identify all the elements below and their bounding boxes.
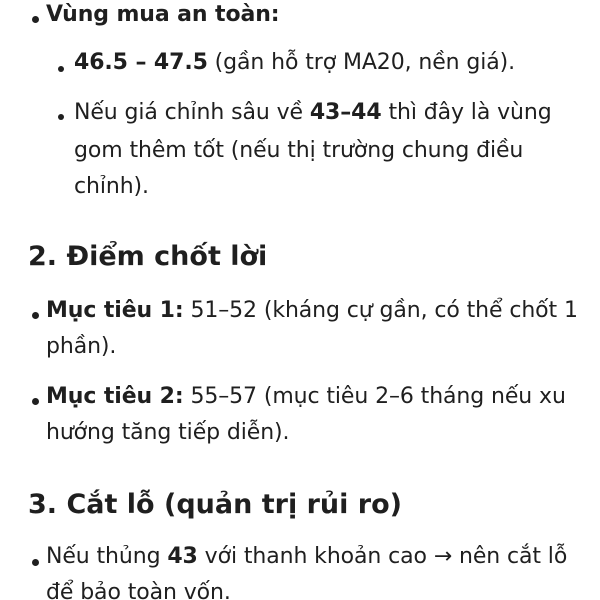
section-heading-safe-zone: Vùng mua an toàn:	[46, 2, 280, 27]
deep-correction-item: Nếu giá chỉnh sâu về 43–44 thì đây là vùng	[74, 100, 552, 125]
stop-loss-item-line2: để bảo toàn vốn.	[46, 580, 231, 600]
target-1-item-line2: phần).	[46, 334, 117, 359]
bullet-dot	[32, 559, 39, 566]
sub-bullet-dot	[58, 114, 64, 120]
deep-correction-item-line3: chỉnh).	[74, 174, 149, 199]
section-heading-stop-loss: 3. Cắt lỗ (quản trị rủi ro)	[28, 489, 402, 520]
sub-bullet-dot	[58, 66, 64, 72]
target-2-item: Mục tiêu 2: 55–57 (mục tiêu 2–6 tháng nếu xu	[46, 384, 566, 409]
deep-correction-item-line2: gom thêm tốt (nếu thị trường chung điều	[74, 138, 524, 163]
bullet-dot	[32, 312, 39, 319]
section-heading-take-profit: 2. Điểm chốt lời	[28, 241, 268, 272]
buy-zone-item: 46.5 – 47.5 (gần hỗ trợ MA20, nền giá).	[74, 50, 516, 75]
stop-loss-item: Nếu thủng 43 với thanh khoản cao → nên cắt lỗ	[46, 544, 568, 569]
target-1-item: Mục tiêu 1: 51–52 (kháng cự gần, có thể chốt 1	[46, 298, 578, 323]
bullet-dot	[32, 398, 39, 405]
bullet-dot	[32, 16, 39, 23]
target-2-item-line2: hướng tăng tiếp diễn).	[46, 420, 290, 445]
